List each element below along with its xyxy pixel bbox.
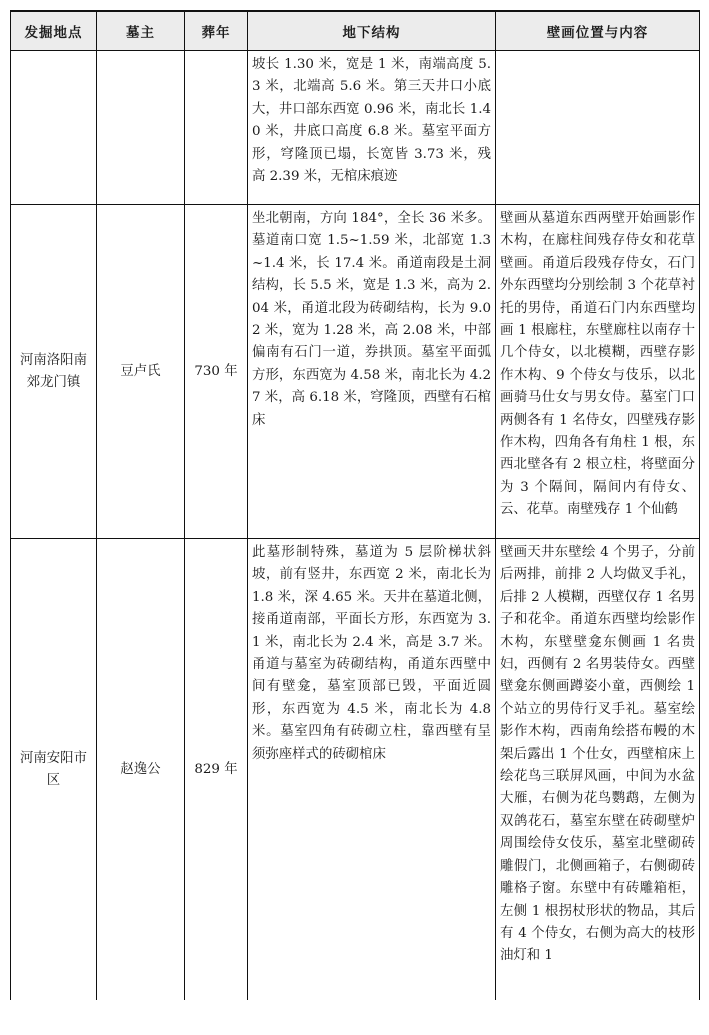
year-cell: 829 年	[185, 539, 248, 1001]
structure-cell: 坡长 1.30 米，宽是 1 米，南端高度 5.3 米，北端高 5.6 米。第三天井口小底大，井口部东西宽 0.96 米，南北长 1.40 米，井底口高度 6.8 米。墓室平面方形，穹隆顶已塌，长宽皆 3.73 米，残高 2.39 米，无棺床痕迹	[248, 51, 496, 205]
year-cell: 730 年	[185, 205, 248, 539]
location-cell: 河南安阳市区	[11, 539, 97, 1001]
murals-cell: 壁画天井东壁绘 4 个男子，分前后两排，前排 2 人均做叉手礼，后排 2 人模糊，西壁仅存 1 名男子和花伞。甬道东西壁均绘影作木构，东壁壁龛东侧画 1 名贵妇，西侧有 2 名男装侍女。西壁壁龛东侧画蹲姿小童，西侧绘 1 个站立的男侍行叉手礼。墓室绘影作木构，西南角绘搭布幔的木架后露出 1 个仕女，西壁棺床上绘花鸟三联屏风画，中间为水盆大雁，右侧为花鸟鹦鹉，左侧为双鸽花石，墓室东壁在砖砌壁炉周围绘侍女伎乐，墓室北壁砌砖雕假门，北侧画箱子，右侧砌砖雕格子窗。东壁中有砖雕箱柜，左侧 1 根拐杖形状的物品，其后有 4 个侍女，右侧为高大的枝形油灯和 1	[496, 539, 700, 1001]
header-murals: 壁画位置与内容	[496, 11, 700, 51]
header-location: 发掘地点	[11, 11, 97, 51]
murals-cell: 壁画从墓道东西两壁开始画影作木构，在廊柱间残存侍女和花草壁画。甬道后段残存侍女，石门外东西壁均分别绘制 3 个花草衬托的男侍，甬道石门内东西壁均画 1 根廊柱，东壁廊柱以南存十几个侍女，以北模糊，西壁存影作木构、9 个侍女与伎乐，以北画骑马仕女与男女侍。墓室门口两侧各有 1 名侍女，四壁残存影作木构，四角各有角柱 1 根，东西北壁各有 2 根立柱，将壁面分为 3 个隔间，隔间内有侍女、云、花草。南壁残存 1 个仙鹤	[496, 205, 700, 539]
location-cell: 河南洛阳南郊龙门镇	[11, 205, 97, 539]
murals-cell	[496, 51, 700, 205]
structure-cell: 此墓形制特殊，墓道为 5 层阶梯状斜坡，前有竖井，东西宽 2 米，南北长为 1.8 米，深 4.65 米。天井在墓道北侧，接甬道南部，平面长方形，东西宽为 3.1 米，南北长为 2.4 米，高是 3.7 米。甬道与墓室为砖砌结构，甬道东西壁中间有壁龛，墓室顶部已毁，平面近圆形，东西宽为 4.5 米，南北长为 4.8 米。墓室四角有砖砌立柱，靠西壁有呈须弥座样式的砖砌棺床	[248, 539, 496, 1001]
location-cell	[11, 51, 97, 205]
header-structure: 地下结构	[248, 11, 496, 51]
owner-cell: 赵逸公	[97, 539, 185, 1001]
owner-cell	[97, 51, 185, 205]
tomb-mural-table	[10, 10, 700, 1000]
header-row	[11, 11, 700, 51]
header-owner: 墓主	[97, 11, 185, 51]
owner-cell: 豆卢氏	[97, 205, 185, 539]
header-year: 葬年	[185, 11, 248, 51]
table-row	[11, 539, 700, 1001]
table-row	[11, 205, 700, 539]
structure-cell: 坐北朝南，方向 184°，全长 36 米多。墓道南口宽 1.5~1.59 米，北部宽 1.3~1.4 米，长 17.4 米。甬道南段是土洞结构，长 5.5 米，宽是 1.3 米，高为 2.04 米，甬道北段为砖砌结构，长为 9.02 米，宽为 1.28 米，高 2.08 米，中部偏南有石门一道，券拱顶。墓室平面弧方形，东西宽为 4.58 米，南北长为 4.27 米，高 6.18 米，穹隆顶，西壁有石棺床	[248, 205, 496, 539]
year-cell	[185, 51, 248, 205]
table-row	[11, 51, 700, 205]
